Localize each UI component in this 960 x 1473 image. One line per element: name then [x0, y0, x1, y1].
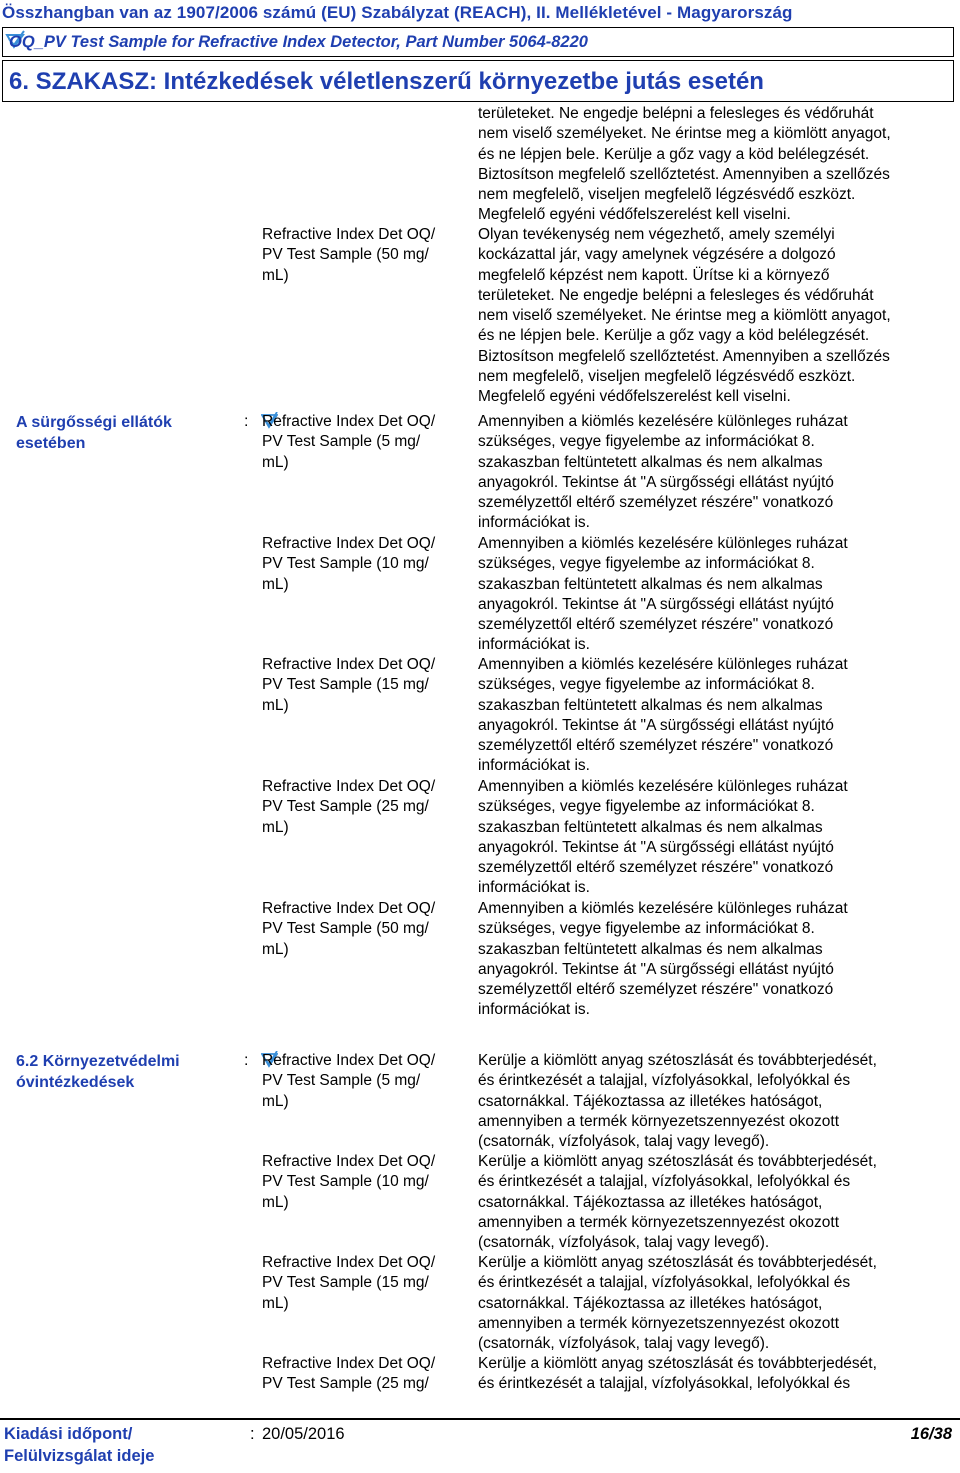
page-number: 16/38 — [910, 1425, 952, 1443]
emergency-sample-5: Refractive Index Det OQ/ PV Test Sample (50 mg/ mL) — [262, 900, 436, 958]
emergency-sample-2: Refractive Index Det OQ/ PV Test Sample (10 mg/ mL) — [262, 535, 436, 593]
emergency-text-1: Amennyiben a kiömlés kezelésére különleges ruházat szükséges, vegye figyelembe az információkat 8. szakaszban feltüntetett alkalmas és nem alkalmas anyagokról. Tekintse át "A sürgősségi ellátást nyújtó személyzettől eltérő személyzet részére" vonatkozó információkat is. — [478, 413, 848, 532]
environment-sample-4: Refractive Index Det OQ/ PV Test Sample (25 mg/ — [262, 1355, 436, 1393]
sample-text-top: Olyan tevékenység nem végezhető, amely személyi kockázattal jár, vagy amelynek végzésére a dolgozó megfelelő képzést nem kapott. Ürítse ki a környező területeket. Ne engedje belépni a felesleges és védőruhát nem viselő személyeket. Ne érintse meg a kiömlött anyagot, és ne lépjen bele. Kerülje a gőz vagy a köd belélegzését. Biztosítson megfelelő szellőztetést. Amennyiben a szellőzés nem megfelelõ, viseljen megfelelõ légzésvédő eszközt. Megfelelő egyéni védőfelszerelést kell viselni. — [478, 226, 891, 406]
environment-text-4: Kerülje a kiömlött anyag szétoszlását és továbbterjedését, és érintkezését a talajjal, vízfolyásokkal, lefolyókkal és — [478, 1355, 877, 1393]
product-title: OQ_PV Test Sample for Refractive Index Detector, Part Number 5064-8220 — [9, 33, 588, 51]
prev-text-continuation: területeket. Ne engedje belépni a felesleges és védőruhát nem viselő személyeket. Ne érintse meg a kiömlött anyagot, és ne lépjen bele. Kerülje a gőz vagy a köd belélegzését. Biztosítson megfelelő szellőztetést. Amennyiben a szellőzés nem megfelelõ, viseljen megfelelõ légzésvédő eszközt. Megfelelő egyéni védőfelszerelést kell viselni. — [478, 105, 891, 224]
environment-text-1: Kerülje a kiömlött anyag szétoszlását és továbbterjedését, és érintkezését a talajjal, vízfolyásokkal, lefolyókkal és csatornákkal. Tájékoztassa az illetékes hatóságot, amennyiben a termék környezetszennyezést okozott (csatornák, vízfolyások, talaj vagy levegő). — [478, 1052, 877, 1151]
environment-sample-1: Refractive Index Det OQ/ PV Test Sample (5 mg/ mL) — [262, 1052, 436, 1110]
footer-colon: : — [250, 1425, 255, 1443]
product-header-box — [2, 27, 954, 57]
environment-sample-2: Refractive Index Det OQ/ PV Test Sample (10 mg/ mL) — [262, 1153, 436, 1211]
emergency-sample-4: Refractive Index Det OQ/ PV Test Sample (25 mg/ mL) — [262, 778, 436, 836]
environment-text-3: Kerülje a kiömlött anyag szétoszlását és továbbterjedését, és érintkezését a talajjal, vízfolyásokkal, lefolyókkal és csatornákkal. Tájékoztassa az illetékes hatóságot, amennyiben a termék környezetszennyezést okozott (csatornák, vízfolyások, talaj vagy levegő). — [478, 1254, 877, 1353]
section-title: 6. SZAKASZ: Intézkedések véletlenszerű környezetbe jutás esetén — [9, 68, 764, 95]
emergency-label: A sürgősségi ellátók esetében — [16, 414, 172, 452]
sample-label-top: Refractive Index Det OQ/ PV Test Sample (50 mg/ mL) — [262, 226, 436, 284]
emergency-colon: : — [244, 413, 249, 430]
emergency-sample-3: Refractive Index Det OQ/ PV Test Sample (15 mg/ mL) — [262, 656, 436, 714]
environment-label: 6.2 Környezetvédelmi óvintézkedések — [16, 1053, 180, 1091]
emergency-text-4: Amennyiben a kiömlés kezelésére különleges ruházat szükséges, vegye figyelembe az információkat 8. szakaszban feltüntetett alkalmas és nem alkalmas anyagokról. Tekintse át "A sürgősségi ellátást nyújtó személyzettől eltérő személyzet részére" vonatkozó információkat is. — [478, 778, 848, 897]
footer-divider — [0, 1418, 960, 1420]
environment-sample-3: Refractive Index Det OQ/ PV Test Sample (15 mg/ mL) — [262, 1254, 436, 1312]
environment-colon: : — [244, 1052, 249, 1069]
emergency-text-5: Amennyiben a kiömlés kezelésére különleges ruházat szükséges, vegye figyelembe az információkat 8. szakaszban feltüntetett alkalmas és nem alkalmas anyagokról. Tekintse át "A sürgősségi ellátást nyújtó személyzettől eltérő személyzet részére" vonatkozó információkat is. — [478, 900, 848, 1019]
footer-issue-date-label: Kiadási időpont/ Felülvizsgálat ideje — [4, 1425, 155, 1465]
footer-issue-date: 20/05/2016 — [262, 1425, 345, 1443]
environment-text-2: Kerülje a kiömlött anyag szétoszlását és továbbterjedését, és érintkezését a talajjal, vízfolyásokkal, lefolyókkal és csatornákkal. Tájékoztassa az illetékes hatóságot, amennyiben a termék környezetszennyezést okozott (csatornák, vízfolyások, talaj vagy levegő). — [478, 1153, 877, 1252]
emergency-text-3: Amennyiben a kiömlés kezelésére különleges ruházat szükséges, vegye figyelembe az információkat 8. szakaszban feltüntetett alkalmas és nem alkalmas anyagokról. Tekintse át "A sürgősségi ellátást nyújtó személyzettől eltérő személyzet részére" vonatkozó információkat is. — [478, 656, 848, 775]
emergency-sample-1: Refractive Index Det OQ/ PV Test Sample (5 mg/ mL) — [262, 413, 436, 471]
emergency-text-2: Amennyiben a kiömlés kezelésére különleges ruházat szükséges, vegye figyelembe az információkat 8. szakaszban feltüntetett alkalmas és nem alkalmas anyagokról. Tekintse át "A sürgősségi ellátást nyújtó személyzettől eltérő személyzet részére" vonatkozó információkat is. — [478, 535, 848, 654]
regulation-header: Összhangban van az 1907/2006 számú (EU) Szabályzat (REACH), II. Mellékletével - Magyarország — [2, 3, 793, 22]
section-header-box — [2, 60, 954, 102]
